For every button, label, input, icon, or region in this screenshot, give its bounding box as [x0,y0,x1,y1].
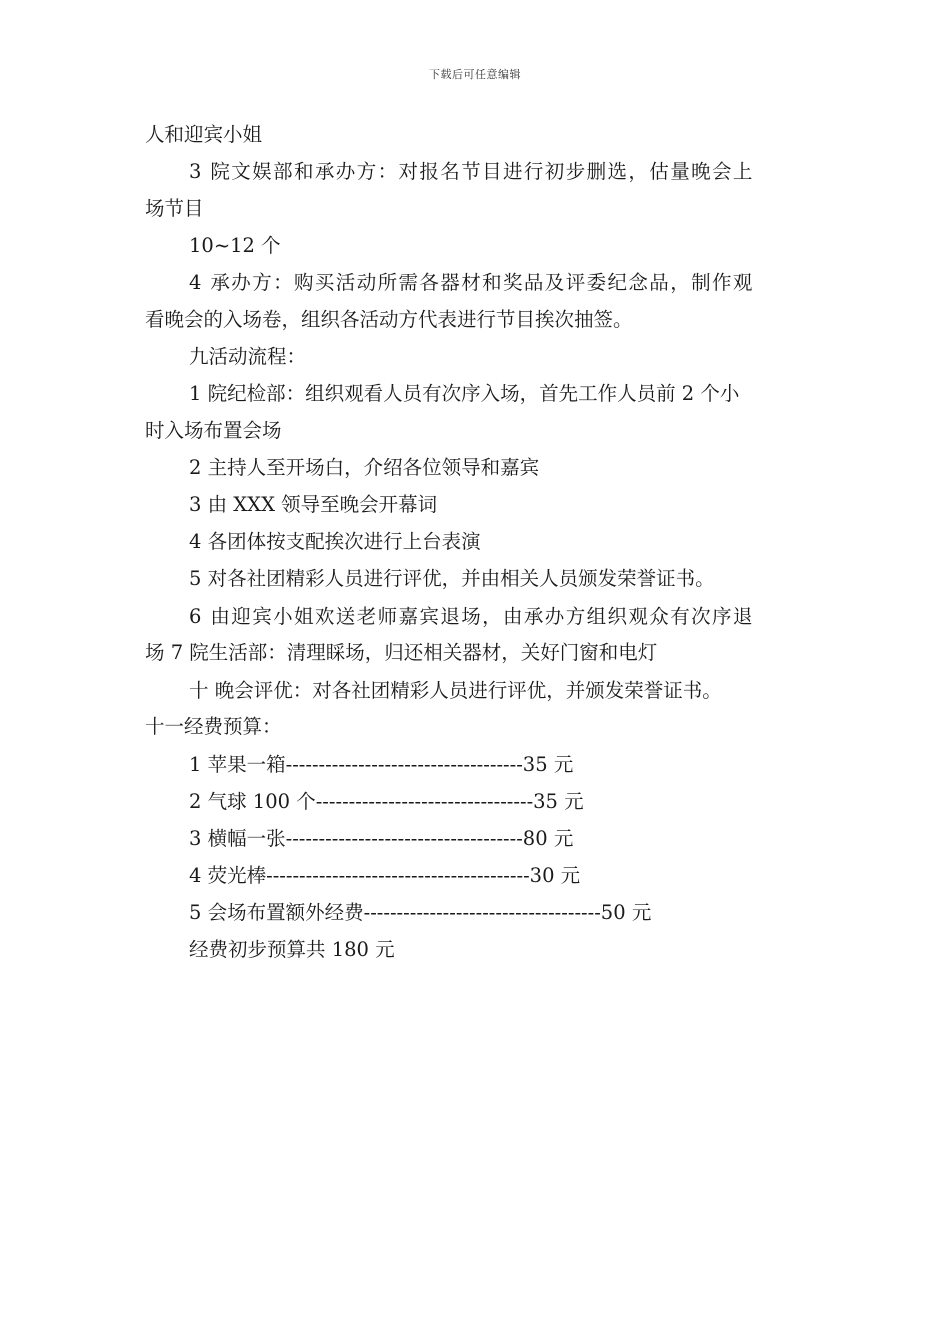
text-line: 4 承办方：购买活动所需各器材和奖品及评委纪念品，制作观 [189,271,754,294]
text-line: 4 各团体按支配挨次进行上台表演 [189,530,481,553]
text-line: 场 7 院生活部：清理睬场，归还相关器材，关好门窗和电灯 [145,641,658,664]
text-line: 人和迎宾小姐 [145,123,263,146]
budget-item: 1 苹果一箱------------------------------------35 元 [189,753,574,776]
budget-total: 经费初步预算共 180 元 [189,938,395,961]
section-heading: 十一经费预算： [145,715,282,738]
text-line: 3 院文娱部和承办方：对报名节目进行初步删选，估量晚会上 [189,160,754,183]
budget-item: 5 会场布置额外经费------------------------------------50 元 [189,901,652,924]
text-line: 3 由 XXX 领导至晚会开幕词 [189,493,438,516]
page-header: 下载后可任意编辑 [429,68,521,81]
text-line: 10~12 个 [189,234,281,257]
budget-item: 2 气球 100 个---------------------------------35 元 [189,790,584,813]
text-line: 6 由迎宾小姐欢送老师嘉宾退场，由承办方组织观众有次序退 [189,605,754,628]
budget-item: 4 荧光棒----------------------------------------30 元 [189,864,581,887]
text-line: 2 主持人至开场白，介绍各位领导和嘉宾 [189,456,540,479]
text-line: 1 院纪检部：组织观看人员有次序入场，首先工作人员前 2 个小 [189,382,740,405]
text-line: 5 对各社团精彩人员进行评优，并由相关人员颁发荣誉证书。 [189,567,715,590]
text-line: 看晚会的入场卷，组织各活动方代表进行节目挨次抽签。 [145,308,633,331]
text-line: 时入场布置会场 [145,419,282,442]
text-line: 场节目 [145,197,204,220]
budget-item: 3 横幅一张------------------------------------80 元 [189,827,574,850]
section-heading: 十 晚会评优：对各社团精彩人员进行评优，并颁发荣誉证书。 [189,679,722,702]
section-heading: 九活动流程： [189,345,307,368]
